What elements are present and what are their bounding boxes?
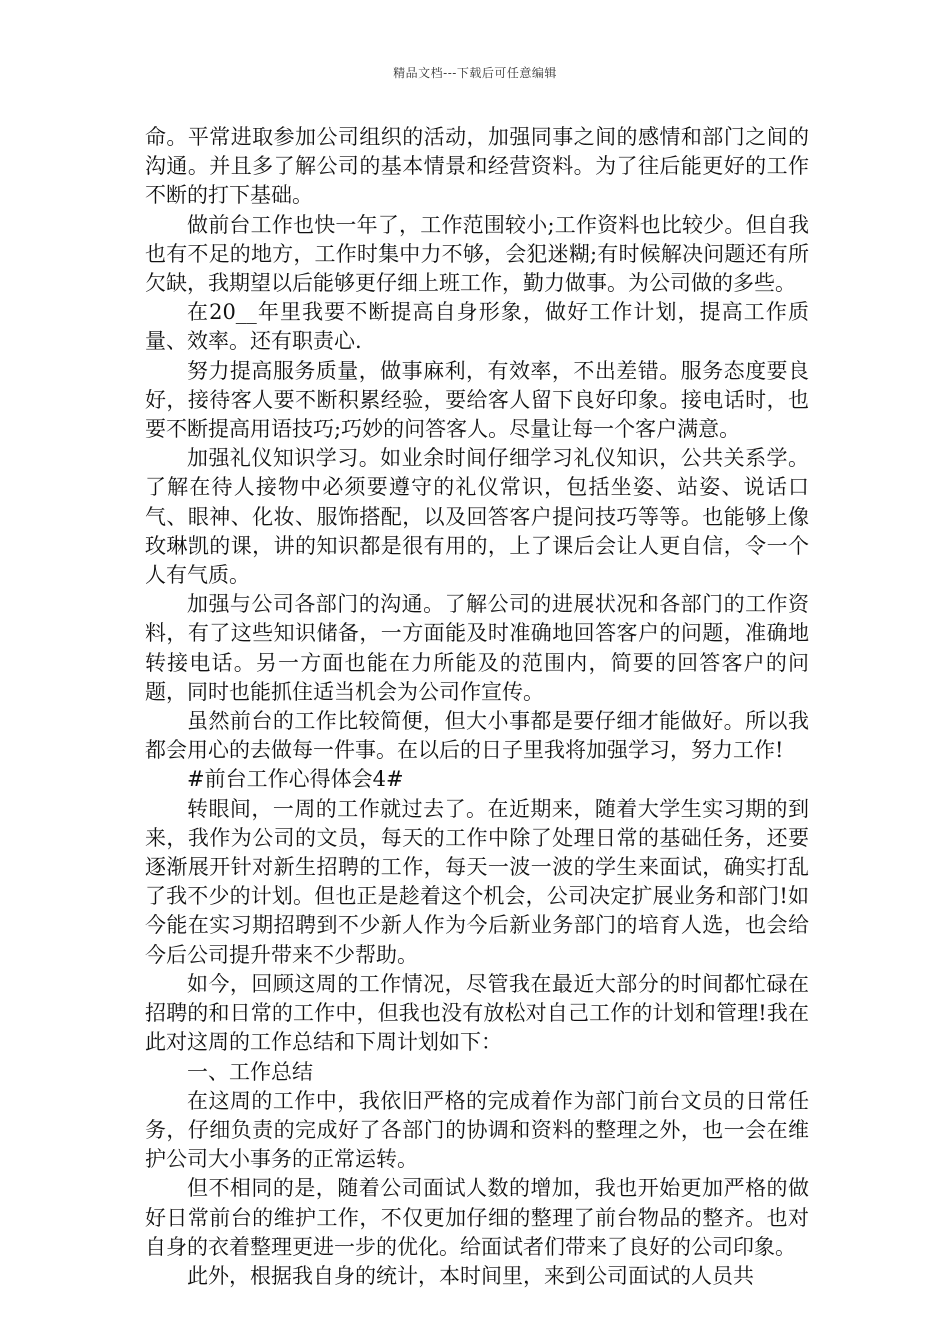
paragraph: 此外，根据我自身的统计，本时间里，来到公司面试的人员共 xyxy=(187,1263,754,1288)
paragraph: 努力提高服务质量，做事麻利，有效率，不出差错。服务态度要良好，接待客人要不断积累经验，要给客人留下良好印象。接电话时，也要不断提高用语技巧;巧妙的问答客人。尽量让每一个客户满意。 xyxy=(145,358,809,442)
paragraph: 在20__年里我要不断提高自身形象，做好工作计划，提高工作质量、效率。还有职责心. xyxy=(145,300,809,354)
section-heading: #前台工作心得体会4# xyxy=(187,767,404,792)
paragraph: 做前台工作也快一年了，工作范围较小;工作资料也比较少。但自我也有不足的地方，工作时集中力不够，会犯迷糊;有时候解决问题还有所欠缺，我期望以后能够更仔细上班工作，勤力做事。为公司做的多些。 xyxy=(145,212,809,296)
paragraph: 转眼间，一周的工作就过去了。在近期来，随着大学生实习期的到来，我作为公司的文员，每天的工作中除了处理日常的基础任务，还要逐渐展开针对新生招聘的工作，每天一波一波的学生来面试，确实打乱了我不少的计划。但也正是趁着这个机会，公司决定扩展业务和部门!如今能在实习期招聘到不少新人作为今后新业务部门的培育人选，也会给今后公司提升带来不少帮助。 xyxy=(145,796,809,967)
paragraph: 在这周的工作中，我依旧严格的完成着作为部门前台文员的日常任务，仔细负责的完成好了各部门的协调和资料的整理之外，也一会在维护公司大小事务的正常运转。 xyxy=(145,1088,809,1172)
paragraph: 命。平常进取参加公司组织的活动，加强同事之间的感情和部门之间的沟通。并且多了解公司的基本情景和经营资料。为了往后能更好的工作不断的打下基础。 xyxy=(145,125,809,208)
paragraph: 但不相同的是，随着公司面试人数的增加，我也开始更加严格的做好日常前台的维护工作，不仅更加仔细的整理了前台物品的整齐。也对自身的衣着整理更进一步的优化。给面试者们带来了良好的公司印象。 xyxy=(145,1176,809,1259)
subsection-heading: 一、工作总结 xyxy=(187,1059,313,1084)
paragraph: 如今，回顾这周的工作情况，尽管我在最近大部分的时间都忙碌在招聘的和日常的工作中，但我也没有放松对自己工作的计划和管理!我在此对这周的工作总结和下周计划如下： xyxy=(145,971,809,1055)
paragraph: 虽然前台的工作比较简便，但大小事都是要仔细才能做好。所以我都会用心的去做每一件事。在以后的日子里我将加强学习，努力工作! xyxy=(145,709,809,763)
paragraph: 加强礼仪知识学习。如业余时间仔细学习礼仪知识，公共关系学。了解在待人接物中必须要遵守的礼仪常识，包括坐姿、站姿、说话口气、眼神、化妆、服饰搭配，以及回答客户提问技巧等等。也能够上像玫琳凯的课，讲的知识都是很有用的，上了课后会让人更自信，令一个人有气质。 xyxy=(145,446,809,588)
page-header: 精品文档---下载后可任意编辑 xyxy=(393,66,557,80)
document-body xyxy=(145,123,809,1291)
paragraph: 加强与公司各部门的沟通。了解公司的进展状况和各部门的工作资料，有了这些知识储备，一方面能及时准确地回答客户的问题，准确地转接电话。另一方面也能在力所能及的范围内，简要的回答客户的问题，同时也能抓住适当机会为公司作宣传。 xyxy=(145,592,809,704)
